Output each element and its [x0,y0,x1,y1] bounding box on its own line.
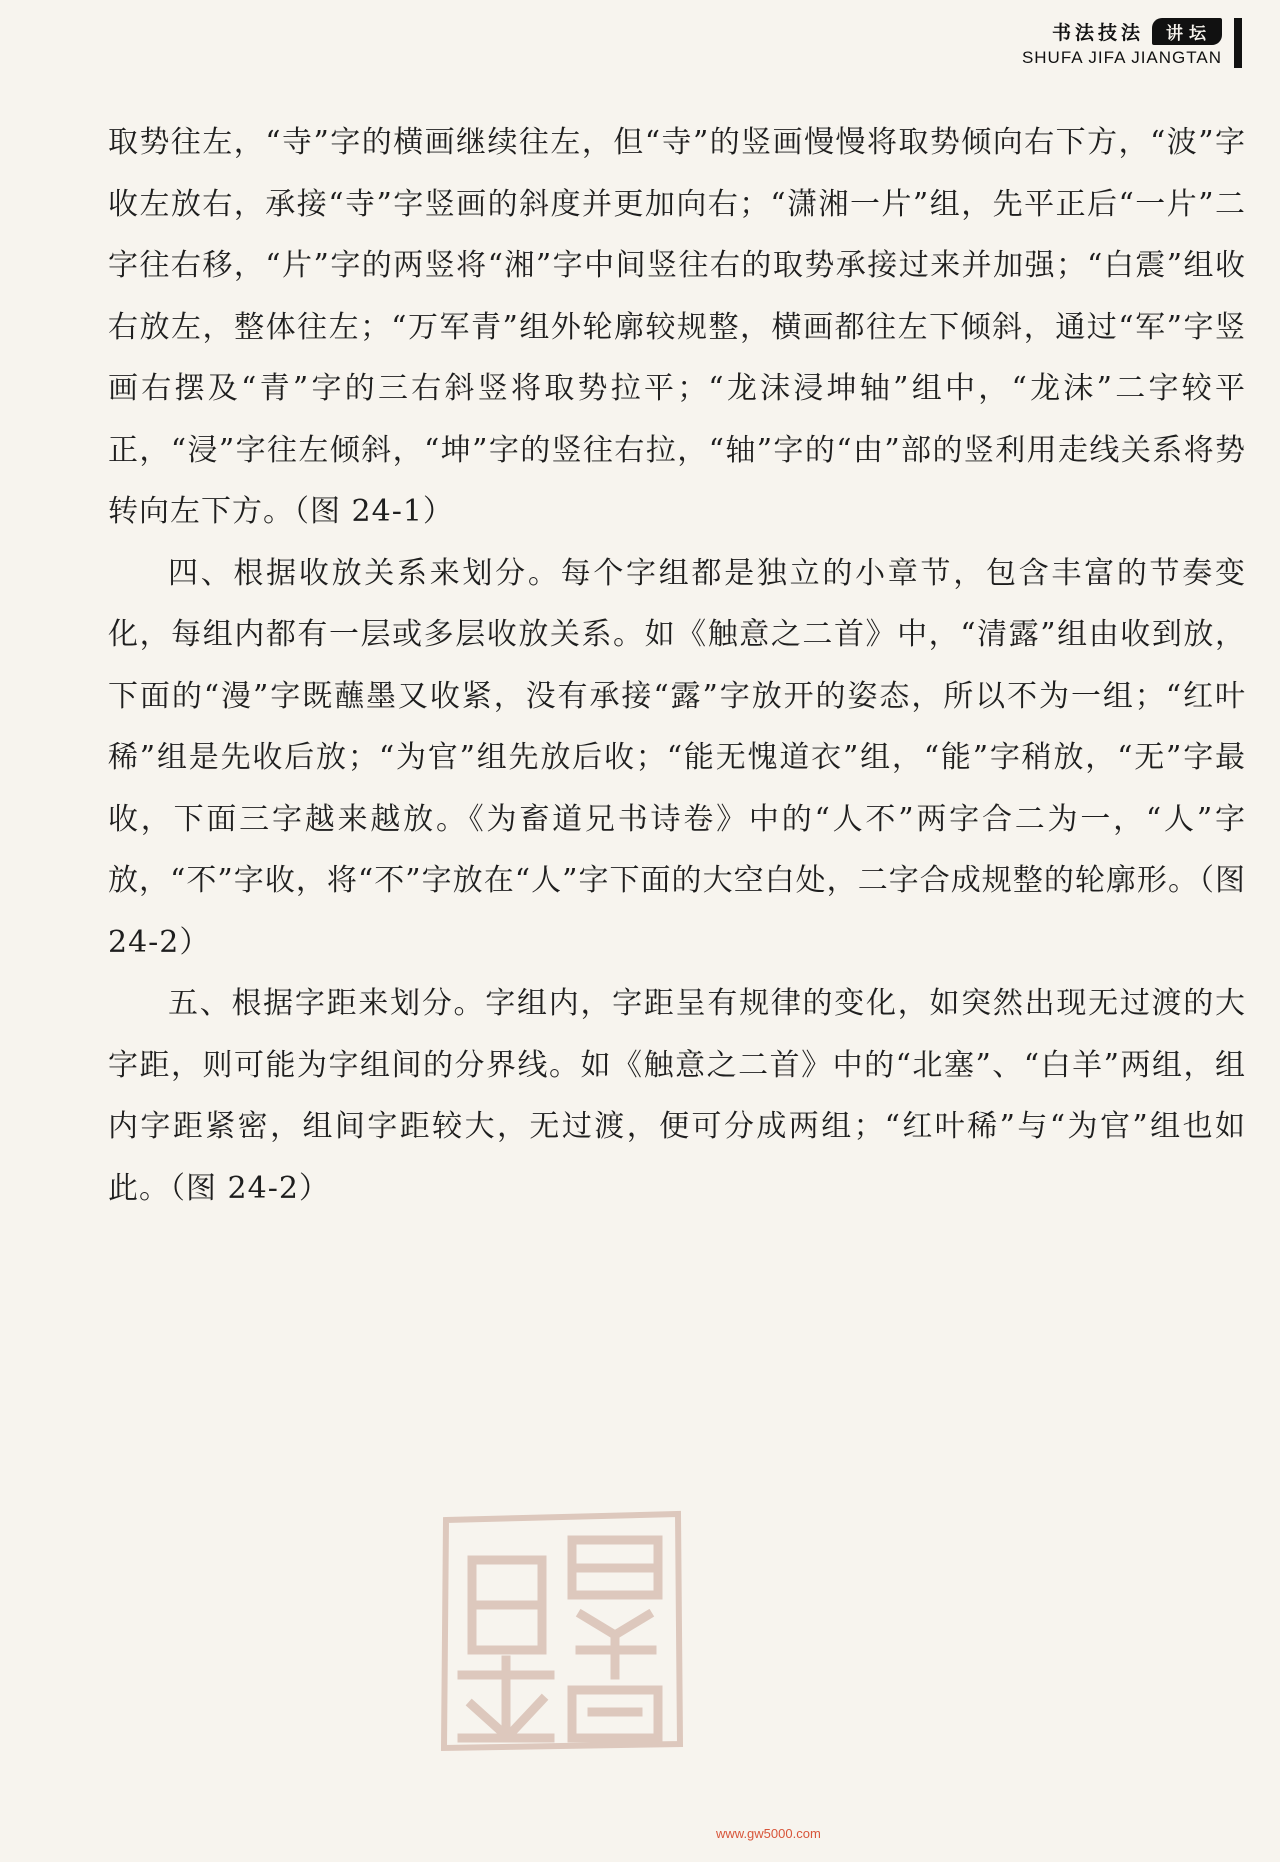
watermark: www.gw5000.com [716,1826,821,1841]
seal-stamp-icon [432,1500,692,1760]
header-badge: 讲坛 [1152,18,1222,45]
body-text [108,112,1246,1219]
header-text [1022,18,1222,68]
running-header [1022,18,1242,68]
paragraph-1: 取势往左，“寺”字的横画继续往左，但“寺”的竖画慢慢将取势倾向右下方，“波”字收左放右，承接“寺”字竖画的斜度并更加向右；“潇湘一片”组，先平正后“一片”二字往右移，“片”字的两竖将“湘”字中间竖往右的取势承接过来并加强；“白震”组收右放左，整体往左；“万军青”组外轮廓较规整，横画都往左下倾斜，通过“军”字竖画右摆及“青”字的三右斜竖将取势拉平；“龙沫浸坤轴”组中，“龙沫”二字较平正，“浸”字往左倾斜，“坤”字的竖往右拉，“轴”字的“由”部的竖利用走线关系将势转向左下方。（图 24-1） [108,125,1246,529]
paragraph-3: 五、根据字距来划分。字组内，字距呈有规律的变化，如突然出现无过渡的大字距，则可能为字组间的分界线。如《触意之二首》中的“北塞”、“白羊”两组，组内字距紧密，组间字距较大，无过渡，便可分成两组；“红叶稀”与“为官”组也如此。（图 24-2） [108,986,1246,1206]
header-cn-row [1052,18,1222,45]
header-bar [1234,18,1242,68]
header-title-cn: 书法技法 [1051,22,1144,44]
header-title-en: SHUFA JIFA JIANGTAN [1021,48,1222,67]
paragraph-2: 四、根据收放关系来划分。每个字组都是独立的小章节，包含丰富的节奏变化，每组内都有一层或多层收放关系。如《触意之二首》中，“清露”组由收到放，下面的“漫”字既蘸墨又收紧，没有承接“露”字放开的姿态，所以不为一组；“红叶稀”组是先收后放；“为官”组先放后收；“能无愧道衣”组，“能”字稍放，“无”字最收，下面三字越来越放。《为畜道兄书诗卷》中的“人不”两字合二为一，“人”字放，“不”字收，将“不”字放在“人”字下面的大空白处，二字合成规整的轮廓形。（图 24-2） [108,555,1246,960]
